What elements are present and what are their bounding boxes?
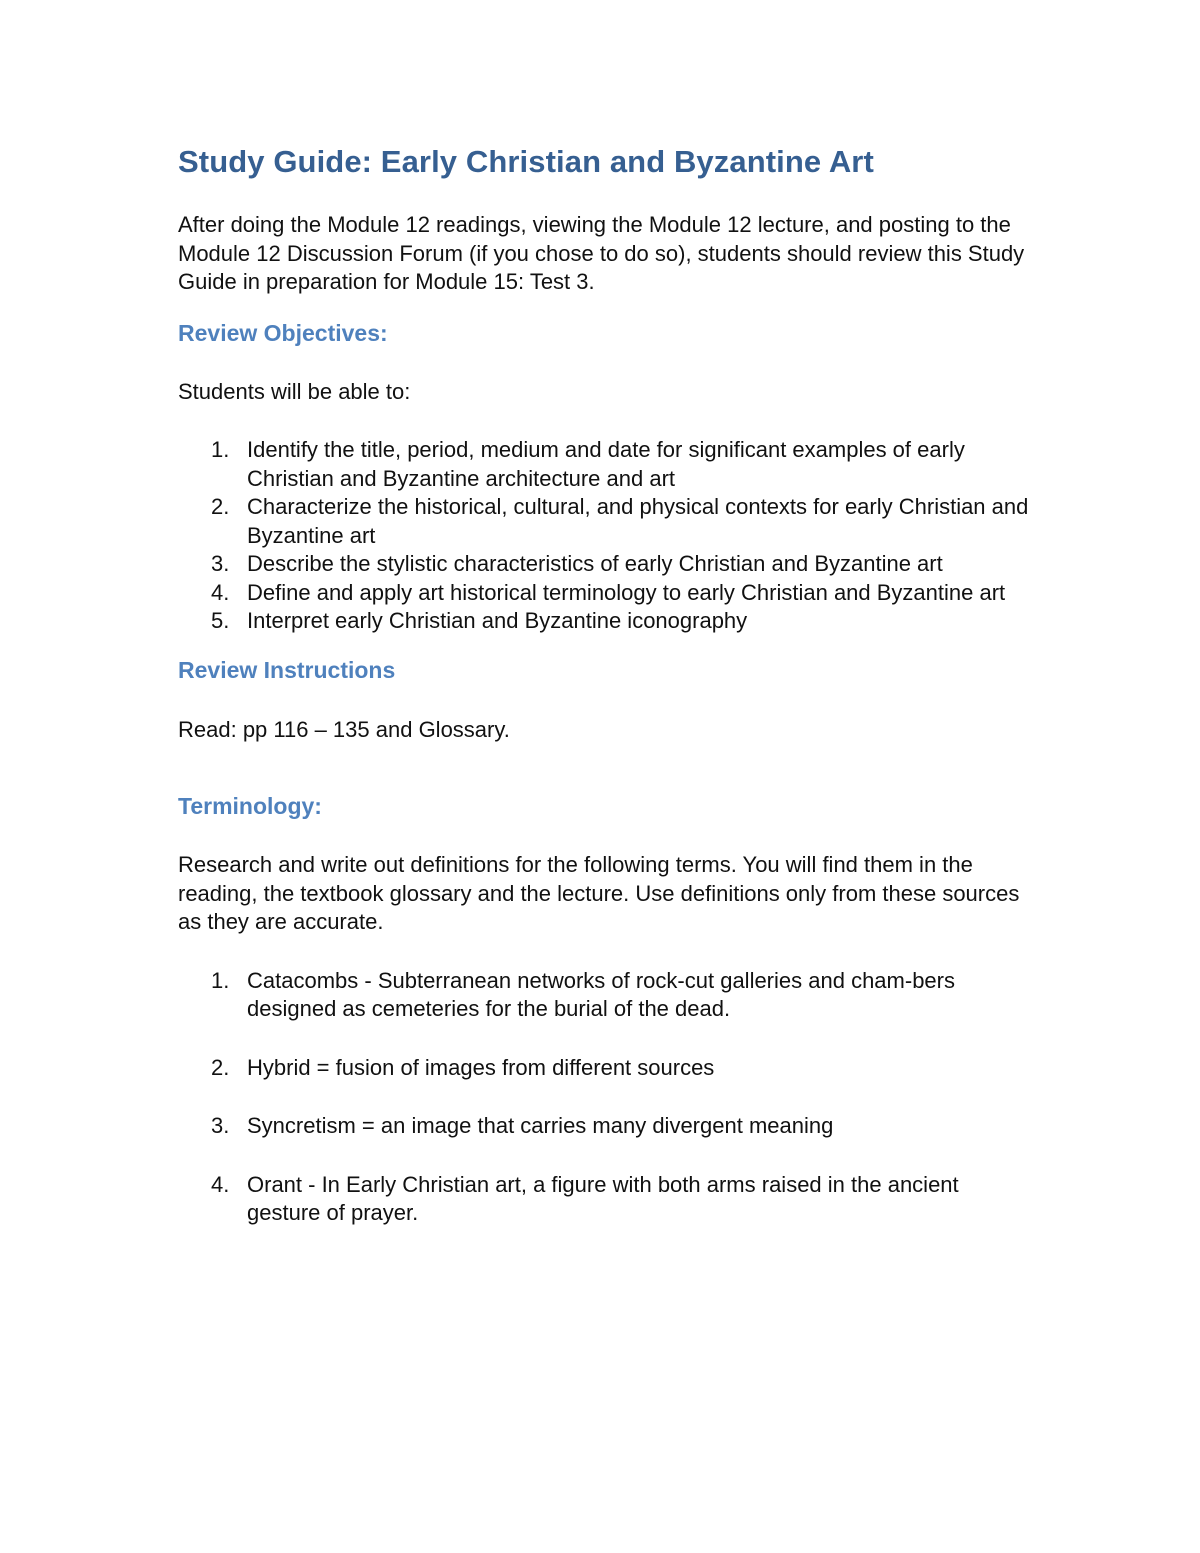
- list-item-text: Catacombs - Subterranean networks of rock-cut galleries and cham-bers designed as cemeteries for the burial of the dead.: [247, 967, 955, 1021]
- list-number: 3.: [211, 1113, 230, 1138]
- review-objectives-heading: Review Objectives:: [178, 319, 388, 346]
- list-item-text: Interpret early Christian and Byzantine iconography: [247, 608, 748, 633]
- list-item-text: Syncretism = an image that carries many divergent meaning: [247, 1113, 834, 1138]
- list-number: 5.: [211, 608, 230, 633]
- list-number: 1.: [211, 967, 230, 993]
- list-item: [178, 607, 1038, 636]
- reading-assignment: Read: pp 116 – 135 and Glossary.: [178, 716, 510, 742]
- list-item: [178, 1171, 1038, 1228]
- document-body: [178, 140, 1038, 1258]
- list-item: [178, 579, 1038, 608]
- objectives-list: [178, 436, 1038, 636]
- list-item: [178, 436, 1038, 493]
- list-item-text: Hybrid = fusion of images from different sources: [247, 1054, 715, 1080]
- terminology-list: [178, 967, 1038, 1228]
- terminology-heading: Terminology:: [178, 793, 322, 819]
- objectives-lead: Students will be able to:: [178, 378, 411, 404]
- list-item: [178, 967, 1038, 1024]
- list-item-text: Describe the stylistic characteristics of early Christian and Byzantine art: [247, 551, 943, 576]
- terminology-lead: Research and write out definitions for the following terms. You will find them in the reading, the textbook glossary and the lecture. Use definitions only from these sources as they are accurate.: [178, 852, 1020, 934]
- intro-paragraph: After doing the Module 12 readings, viewing the Module 12 lecture, and posting to the Module 12 Discussion Forum (if you chose to do so), students should review this Study Guide in preparation for Module 15: Test 3.: [178, 212, 1025, 294]
- list-item-text: Define and apply art historical terminology to early Christian and Byzantine art: [247, 579, 1006, 605]
- list-number: 2.: [211, 1054, 230, 1080]
- list-item: [178, 1054, 1038, 1083]
- list-number: 2.: [211, 494, 230, 519]
- list-item-text: Orant - In Early Christian art, a figure with both arms raised in the ancient gesture of prayer.: [247, 1171, 959, 1225]
- list-number: 1.: [211, 437, 230, 462]
- list-item: [178, 550, 1038, 579]
- list-item: [178, 1112, 1038, 1141]
- review-instructions-heading: Review Instructions: [178, 656, 396, 683]
- list-item-text: Identify the title, period, medium and date for significant examples of early Christian and Byzantine architecture and art: [247, 437, 965, 491]
- list-item-text: Characterize the historical, cultural, and physical contexts for early Christian and Byzantine art: [247, 494, 1029, 548]
- list-number: 4.: [211, 579, 230, 605]
- list-number: 4.: [211, 1171, 230, 1197]
- page-title: Study Guide: Early Christian and Byzantine Art: [178, 144, 874, 179]
- list-item: [178, 493, 1038, 550]
- list-number: 3.: [211, 551, 230, 576]
